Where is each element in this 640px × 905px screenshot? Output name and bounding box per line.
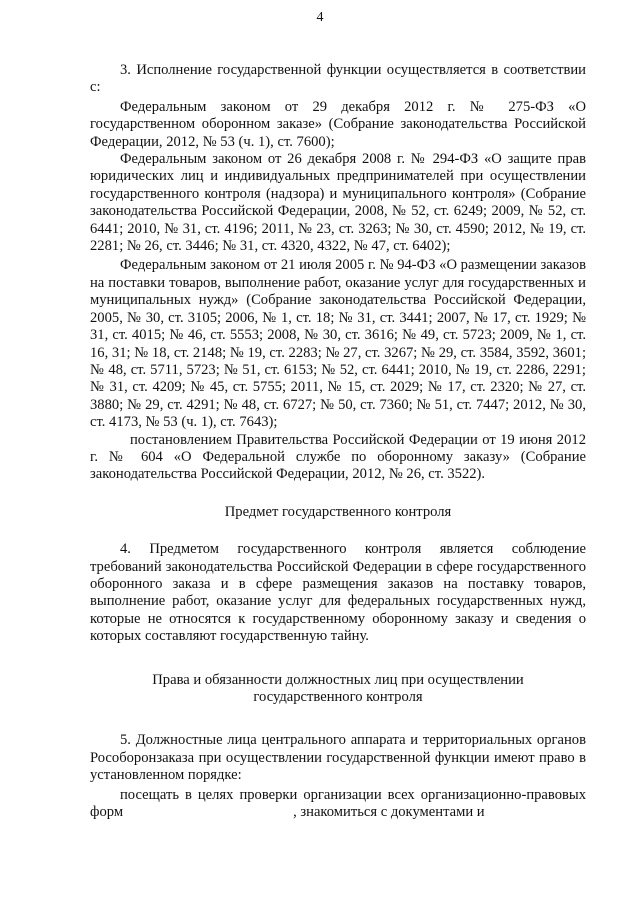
page-number: 4 xyxy=(316,10,324,25)
item-visit-text-start: посещать в целях проверки организации всех организационно-правовых форм xyxy=(90,786,586,821)
law-294-fz: Федеральным законом от 26 декабря 2008 г. № 294-ФЗ «О защите прав юридических лиц и индивидуальных предпринимателей при осуществлении государственного контроля (надзора) и муниципального контроля» (Собрание законодательства Российской Федерации, 2008, № 52, ст. 6249; 2009, № 52, ст. 6441; 2010, № 31, ст. 4196; 2011, № 23, ст. 3263; № 30, ст. 4590; 2012, № 19, ст. 2281; № 26, ст. 3446; № 31, ст. 4320, 4322, № 47, ст. 6402); xyxy=(90,151,586,255)
item-visit-text-end: , знакомиться с документами и xyxy=(293,804,485,821)
document-body xyxy=(90,62,586,821)
heading-rights-line-2: государственного контроля xyxy=(253,689,423,705)
paragraph-5-item-visit xyxy=(90,787,586,822)
law-275-fz: Федеральным законом от 29 декабря 2012 г. № 275-ФЗ «О государственном оборонном заказе» (Собрание законодательства Российской Федерации, 2012, № 53 (ч. 1), ст. 7600); xyxy=(90,98,586,150)
paragraph-3: 3. Исполнение государственной функции осуществляется в соответствии с: xyxy=(90,62,586,96)
law-94-fz: Федеральным законом от 21 июля 2005 г. № 94-ФЗ «О размещении заказов на поставки товаров, выполнение работ, оказание услуг для государственных и муниципальных нужд» (Собрание законодательства Российской Федерации, 2005, № 30, ст. 3105; 2006, № 1, ст. 18; № 31, ст. 3441; 2007, № 17, ст. 1929; № 31, ст. 4015; № 46, ст. 5553; 2008, № 30, ст. 3616; № 49, ст. 5723; 2009, № 1, ст. 16, 31; № 18, ст. 2148; № 19, ст. 2283; № 27, ст. 3267; № 29, ст. 3584, 3592, 3601; № 48, ст. 5711, 5723; № 51, ст. 6153; № 52, ст. 6441; 2010, № 19, ст. 2286, 2291; № 31, ст. 4209; № 45, ст. 5755; 2011, № 15, ст. 2029; № 17, ст. 2320; № 27, ст. 3880; № 29, ст. 4291; № 48, ст. 6727; № 50, ст. 7360; № 51, ст. 7447; 2012, № 30, ст. 4173, № 53 (ч. 1), ст. 7643); xyxy=(90,257,586,431)
resolution-604: постановлением Правительства Российской Федерации от 19 июня 2012 г. № 604 «О Федеральной службе по оборонному заказу» (Собрание законодательства Российской Федерации, 2012, № 26, ст. 3522). xyxy=(90,431,586,483)
paragraph-5: 5. Должностные лица центрального аппарата и территориальных органов Рособоронзаказа при осуществлении государственной функции имеют право в установленном порядке: xyxy=(90,732,586,784)
paragraph-4: 4. Предметом государственного контроля является соблюдение требований законодательства Российской Федерации в сфере государственного оборонного заказа и в сфере размещения заказов на поставку товаров, выполнение работ, оказание услуг для федеральных государственных нужд, которые не относятся к государственному оборонному заказу и сведения о которых составляют государственную тайну. xyxy=(90,541,586,645)
heading-subject-of-control: Предмет государственного контроля xyxy=(224,503,452,520)
heading-rights-line-1: Права и обязанности должностных лиц при осуществлении xyxy=(152,671,524,688)
